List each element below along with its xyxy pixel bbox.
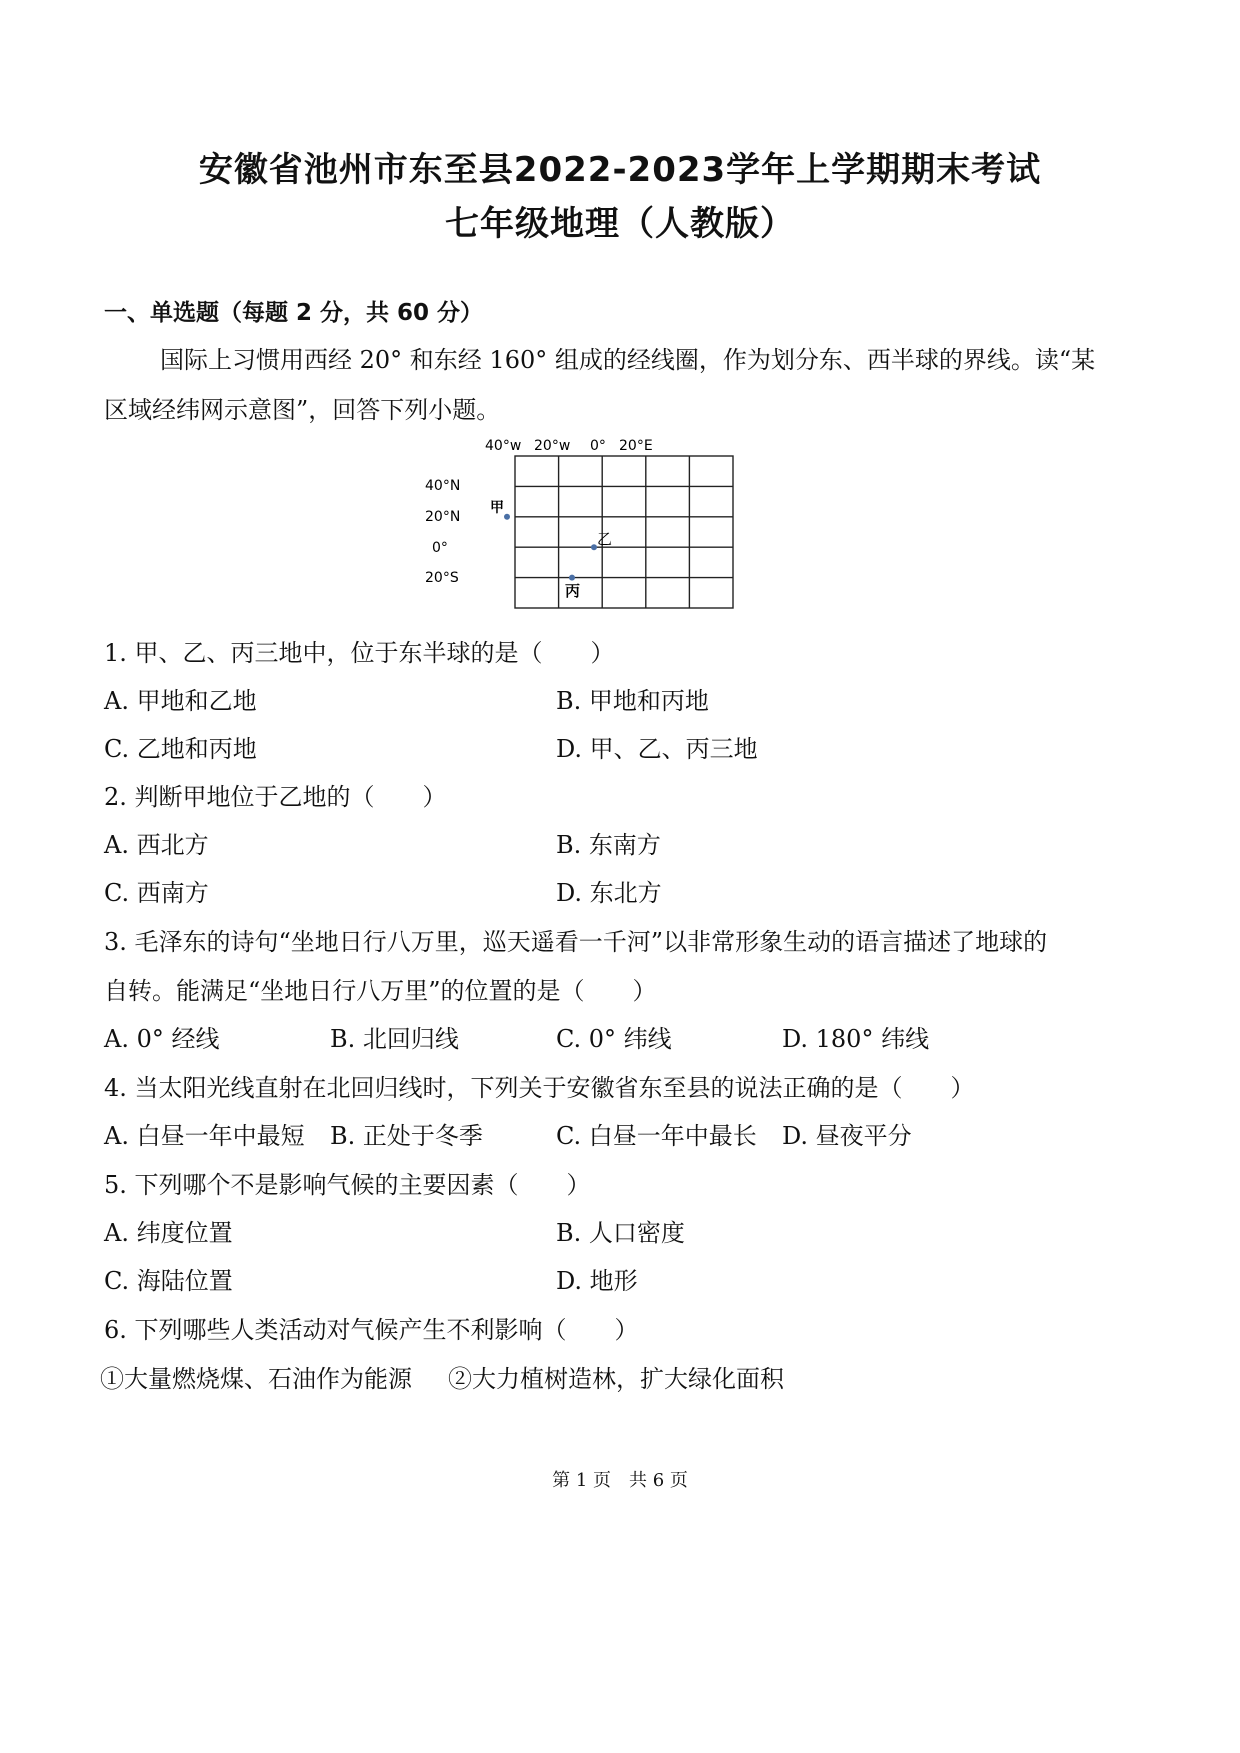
q1-option-d[interactable]: D. 甲、乙、丙三地 (556, 735, 758, 763)
point-yi-label: 乙 (597, 530, 613, 548)
q5-option-b[interactable]: B. 人口密度 (556, 1219, 685, 1247)
q6-item-2: ②大力植树造林，扩大绿化面积 (448, 1365, 784, 1393)
q5-option-d[interactable]: D. 地形 (556, 1267, 638, 1295)
exam-title-line2: 七年级地理（人教版） (445, 204, 795, 244)
q4-option-d[interactable]: D. 昼夜平分 (782, 1122, 912, 1150)
q3-option-d[interactable]: D. 180° 纬线 (782, 1025, 930, 1053)
q4-option-b[interactable]: B. 正处于冬季 (330, 1122, 483, 1150)
q1-option-b[interactable]: B. 甲地和丙地 (556, 687, 709, 715)
lon-label-20w: 20°w (534, 438, 571, 454)
point-jia-label: 甲 (490, 500, 504, 516)
q5-option-a[interactable]: A. 纬度位置 (104, 1219, 233, 1247)
question-6-stem: 6. 下列哪些人类活动对气候产生不利影响（ ） (104, 1316, 639, 1344)
question-3-stem: 3. 毛泽东的诗句“坐地日行八万里，巡天遥看一千河”以非常形象生动的语言描述了地球的 (104, 928, 1048, 956)
q2-option-c[interactable]: C. 西南方 (104, 879, 209, 907)
intro-line-2: 区域经纬网示意图”，回答下列小题。 (104, 396, 501, 424)
q3-option-a[interactable]: A. 0° 经线 (104, 1025, 220, 1053)
q1-option-a[interactable]: A. 甲地和乙地 (104, 687, 257, 715)
question-4-stem: 4. 当太阳光线直射在北回归线时，下列关于安徽省东至县的说法正确的是（ ） (104, 1074, 975, 1102)
q3-option-b[interactable]: B. 北回归线 (330, 1025, 459, 1053)
lat-label-20n: 20°N (425, 509, 461, 525)
lon-label-0: 0° (590, 438, 606, 454)
section-heading: 一、单选题（每题 2 分，共 60 分） (104, 300, 484, 326)
point-bing-marker (569, 575, 575, 581)
q6-item-1: ①大量燃烧煤、石油作为能源 (100, 1365, 412, 1393)
point-bing-label: 丙 (565, 582, 581, 600)
lat-label-40n: 40°N (425, 478, 461, 494)
q2-option-b[interactable]: B. 东南方 (556, 831, 661, 859)
intro-line-1: 国际上习惯用西经 20° 和东经 160° 组成的经线圈，作为划分东、西半球的界线。读“某 (160, 346, 1096, 374)
lat-label-20s: 20°S (425, 570, 459, 586)
question-5-stem: 5. 下列哪个不是影响气候的主要因素（ ） (104, 1171, 591, 1199)
q4-option-a[interactable]: A. 白昼一年中最短 (104, 1122, 305, 1150)
q3-option-c[interactable]: C. 0° 纬线 (556, 1025, 672, 1053)
lat-label-0: 0° (432, 540, 448, 556)
page-footer: 第 1 页 共 6 页 (552, 1470, 688, 1491)
lat-lon-grid-map (425, 432, 780, 632)
lon-label-40w: 40°w (485, 438, 522, 454)
question-3-stem-cont: 自转。能满足“坐地日行八万里”的位置的是（ ） (104, 977, 657, 1005)
question-2-stem: 2. 判断甲地位于乙地的（ ） (104, 783, 447, 811)
q2-option-d[interactable]: D. 东北方 (556, 879, 662, 907)
q2-option-a[interactable]: A. 西北方 (104, 831, 209, 859)
question-1-stem: 1. 甲、乙、丙三地中，位于东半球的是（ ） (104, 639, 615, 667)
q4-option-c[interactable]: C. 白昼一年中最长 (556, 1122, 757, 1150)
q1-option-c[interactable]: C. 乙地和丙地 (104, 735, 257, 763)
point-jia-marker (504, 514, 510, 520)
exam-title-line1: 安徽省池州市东至县2022-2023学年上学期期末考试 (198, 150, 1042, 190)
lon-label-20e: 20°E (619, 438, 653, 454)
q5-option-c[interactable]: C. 海陆位置 (104, 1267, 233, 1295)
